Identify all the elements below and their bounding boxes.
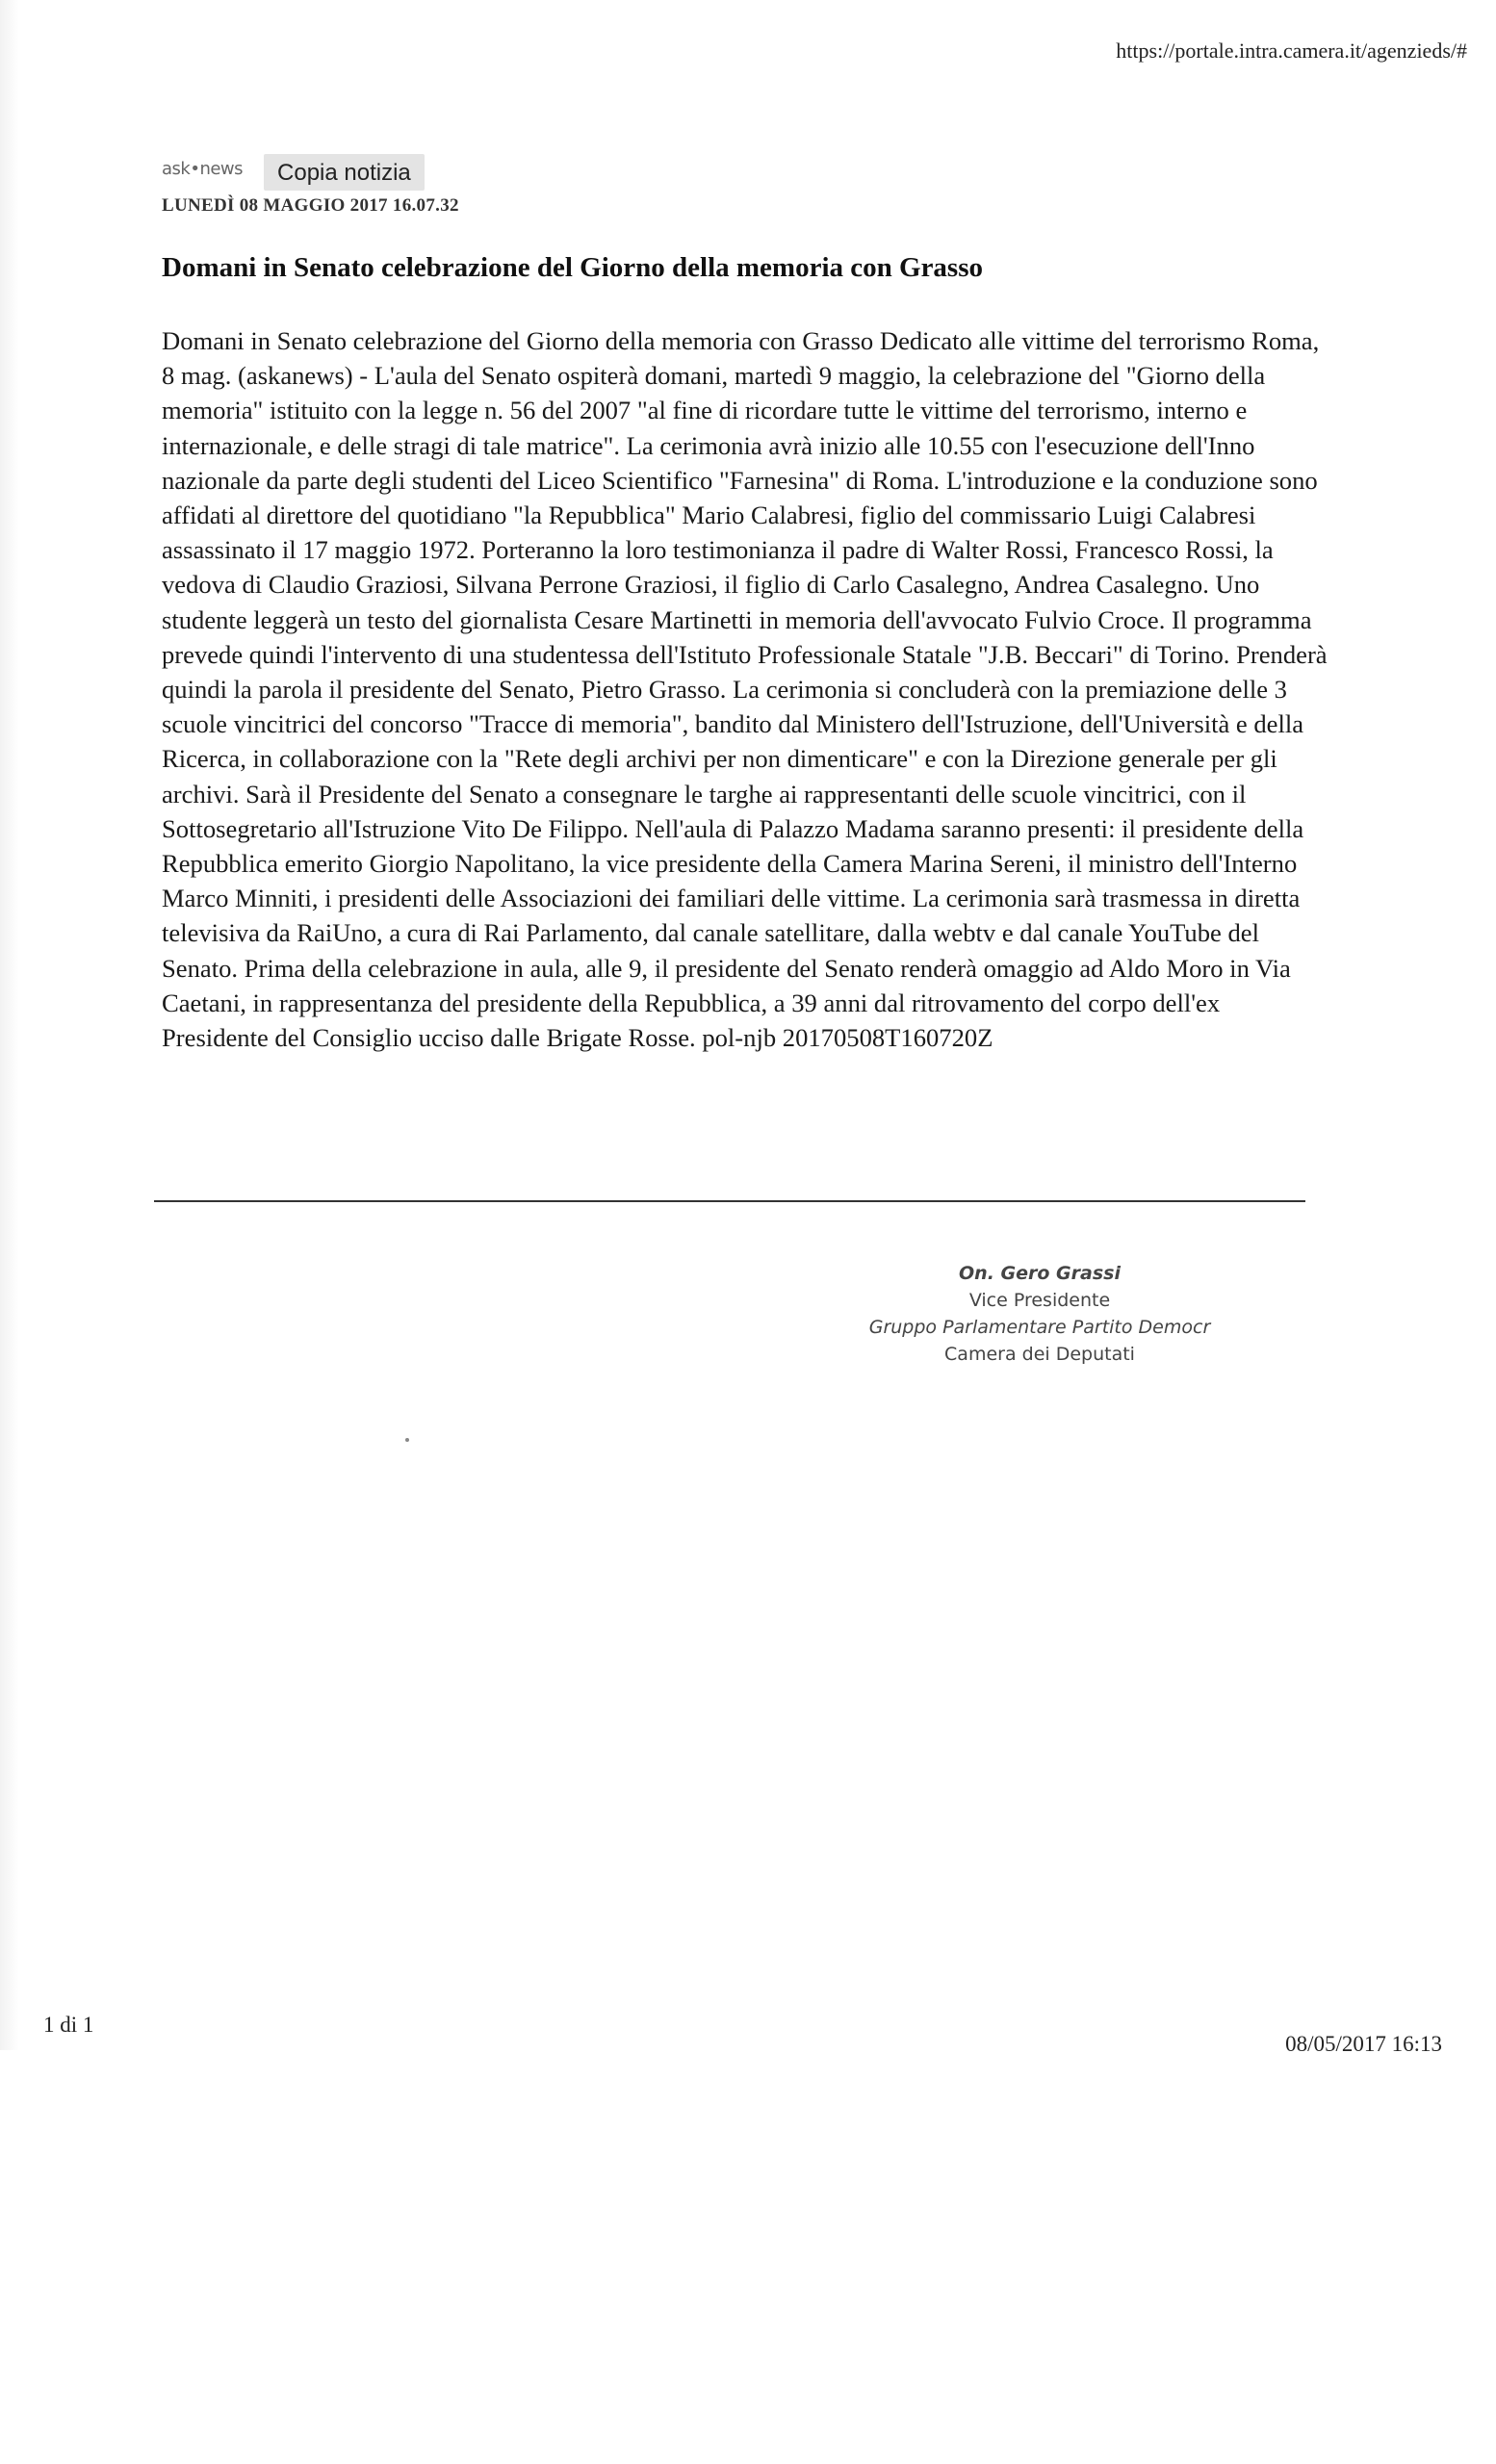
page-number: 1 di 1 bbox=[43, 2013, 94, 2037]
news-source-row bbox=[162, 142, 425, 191]
page-url: https://portale.intra.camera.it/agenzieds/# bbox=[1116, 38, 1467, 63]
signature-chamber: Camera dei Deputati bbox=[944, 1344, 1135, 1365]
signature-role: Vice Presidente bbox=[968, 1290, 1111, 1311]
signature-stamp bbox=[828, 1260, 1251, 1368]
news-body: Domani in Senato celebrazione del Giorno della memoria con Grasso Dedicato alle vittime del terrorismo Roma, 8 mag. (askanews) - L'aula del Senato ospiterà domani, martedì 9 maggio, la celebrazione del "Giorno della memoria" istituito con la legge n. 56 del 2007 "al fine di ricordare tutte le vittime del terrorismo, interno e internazionale, e delle stragi di tale matrice". La cerimonia avrà inizio alle 10.55 con l'esecuzione dell'Inno nazionale da parte degli studenti del Liceo Scientifico "Farnesina" di Roma. L'introduzione e la conduzione sono affidati al direttore del quotidiano "la Repubblica" Mario Calabresi, figlio del commissario Luigi Calabresi assassinato il 17 maggio 1972. Porteranno la loro testimonianza il padre di Walter Rossi, Francesco Rossi, la vedova di Claudio Graziosi, Silvana Perrone Graziosi, il figlio di Carlo Casalegno, Andrea Casalegno. Uno studente leggerà un testo del giornalista Cesare Martinetti in memoria dell'avvocato Fulvio Croce. Il programma prevede quindi l'intervento di una studentessa dell'Istituto Professionale Statale "J.B. Beccari" di Torino. Prenderà quindi la parola il presidente del Senato, Pietro Grasso. La cerimonia si concluderà con la premiazione delle 3 scuole vincitrici del concorso "Tracce di memoria", bandito dal Ministero dell'Istruzione, dell'Università e della Ricerca, in collaborazione con la "Rete degli archivi per non dimenticare" e con la Direzione generale per gli archivi. Sarà il Presidente del Senato a consegnare le targhe ai rappresentanti delle scuole vincitrici, con il Sottosegretario all'Istruzione Vito De Filippo. Nell'aula di Palazzo Madama saranno presenti: il presidente della Repubblica emerito Giorgio Napolitano, la vice presidente della Camera Marina Sereni, il ministro dell'Interno Marco Minniti, i presidenti delle Associazioni dei familiari delle vittime. La cerimonia sarà trasmessa in diretta televisiva da RaiUno, a cura di Rai Parlamento, dal canale satellitare, dalla webtv e dal canale YouTube del Senato. Prima della celebrazione in aula, alle 9, il presidente del Senato renderà omaggio ad Aldo Moro in Via Caetani, in rappresentanza del presidente della Repubblica, a 39 anni dal ritrovamento del corpo dell'ex Presidente del Consiglio ucciso dalle Brigate Rosse. pol-njb 20170508T160720Z bbox=[162, 326, 1328, 1053]
signature-group: Gruppo Parlamentare Partito Democr bbox=[868, 1317, 1211, 1338]
askanews-logo: ask•news bbox=[162, 159, 244, 179]
copy-news-button[interactable]: Copia notizia bbox=[264, 154, 425, 191]
print-timestamp: 08/05/2017 16:13 bbox=[1285, 2032, 1442, 2056]
divider-line bbox=[154, 1200, 1305, 1202]
scan-edge bbox=[0, 0, 19, 2050]
news-dateline: LUNEDÌ 08 MAGGIO 2017 16.07.32 bbox=[162, 195, 459, 216]
signature-name: On. Gero Grassi bbox=[959, 1263, 1121, 1284]
news-headline: Domani in Senato celebrazione del Giorno della memoria con Grasso bbox=[162, 252, 984, 283]
scan-speck bbox=[405, 1438, 409, 1442]
